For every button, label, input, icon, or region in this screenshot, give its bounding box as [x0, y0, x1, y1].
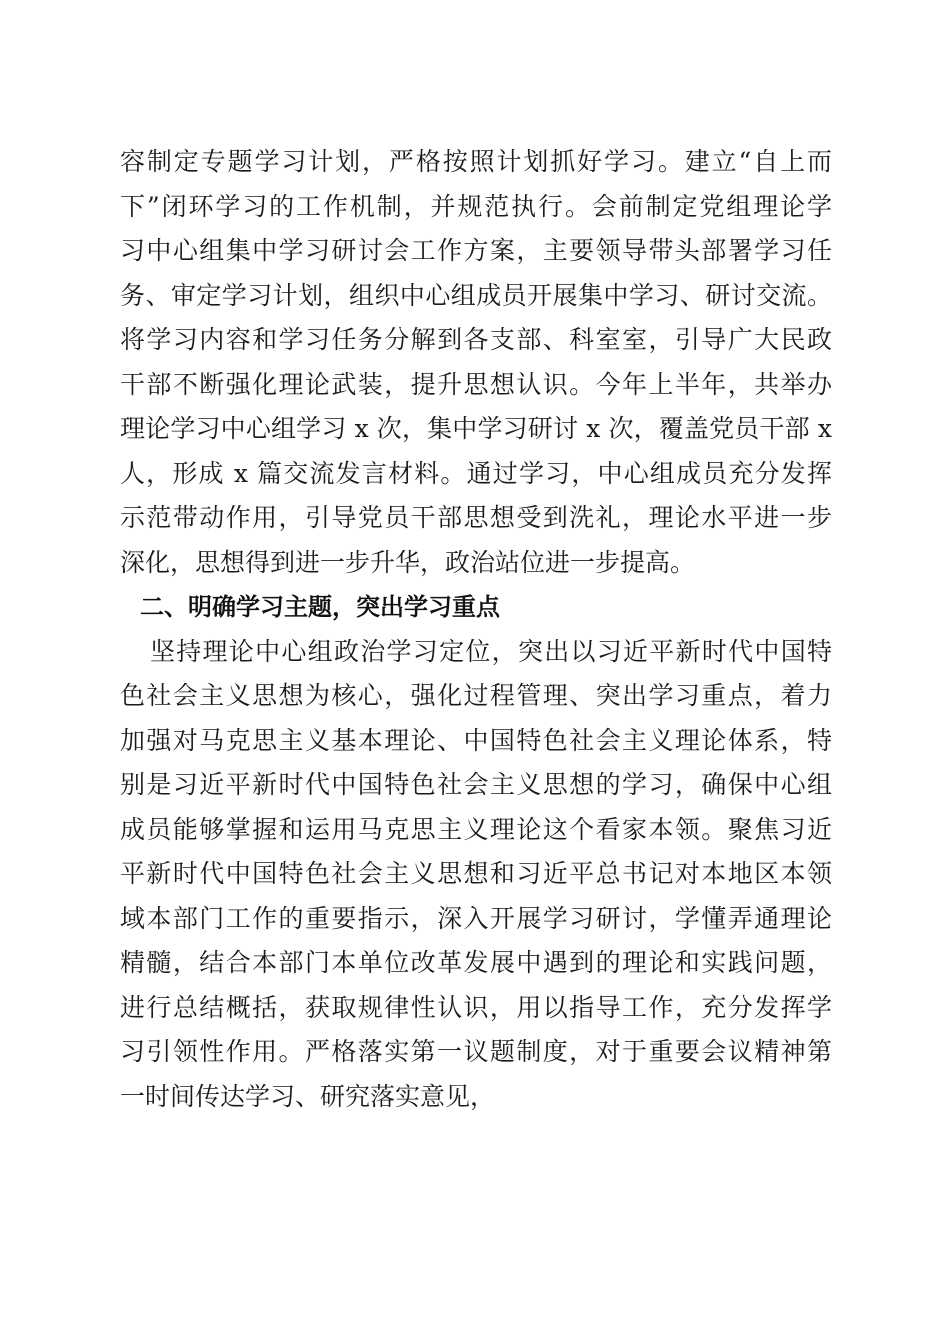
text-line: 色社会主义思想为核心，强化过程管理、突出学习重点，着力: [120, 681, 832, 710]
text-line: 坚持理论中心组政治学习定位，突出以习近平新时代中国特: [150, 636, 832, 666]
text-line: 理论学习中心组学习 x 次，集中学习研讨 x 次，覆盖党员干部 x: [120, 414, 832, 443]
text-line: 域本部门工作的重要指示，深入开展学习研讨，学懂弄通理论: [120, 903, 832, 933]
section-two-paragraph: [120, 630, 832, 1120]
section-one-paragraph: [120, 140, 832, 585]
text-line: 习中心组集中学习研讨会工作方案，主要领导带头部署学习任: [120, 236, 832, 265]
text-line: 容制定专题学习计划，严格按照计划抓好学习。建立“自上而: [120, 147, 832, 176]
section-heading: 二、明确学习主题，突出学习重点: [140, 593, 500, 621]
text-line: 平新时代中国特色社会主义思想和习近平总书记对本地区本领: [120, 859, 832, 888]
text-line: 成员能够掌握和运用马克思主义理论这个看家本领。聚焦习近: [120, 814, 832, 844]
text-line: 精髓，结合本部门本单位改革发展中遇到的理论和实践问题，: [120, 948, 832, 977]
document-body: [120, 140, 832, 1119]
text-line: 人，形成 x 篇交流发言材料。通过学习，中心组成员充分发挥: [120, 458, 832, 488]
text-line: 加强对马克思主义基本理论、中国特色社会主义理论体系，特: [120, 725, 832, 755]
text-line: 务、审定学习计划，组织中心组成员开展集中学习、研讨交流。: [120, 280, 832, 310]
text-line: 进行总结概括，获取规律性认识，用以指导工作，充分发挥学: [120, 992, 832, 1022]
text-line: 深化，思想得到进一步升华，政治站位进一步提高。: [120, 547, 696, 577]
text-line: 下”闭环学习的工作机制，并规范执行。会前制定党组理论学: [120, 191, 832, 221]
text-line: 干部不断强化理论武装，提升思想认识。今年上半年，共举办: [120, 369, 832, 399]
text-line: 将学习内容和学习任务分解到各支部、科室室，引导广大民政: [120, 325, 832, 354]
text-line: 习引领性作用。严格落实第一议题制度，对于重要会议精神第: [120, 1037, 832, 1066]
text-line: 别是习近平新时代中国特色社会主义思想的学习，确保中心组: [120, 770, 832, 799]
text-line: 示范带动作用，引导党员干部思想受到洗礼，理论水平进一步: [120, 503, 832, 532]
text-line: 一时间传达学习、研究落实意见，: [120, 1081, 496, 1111]
